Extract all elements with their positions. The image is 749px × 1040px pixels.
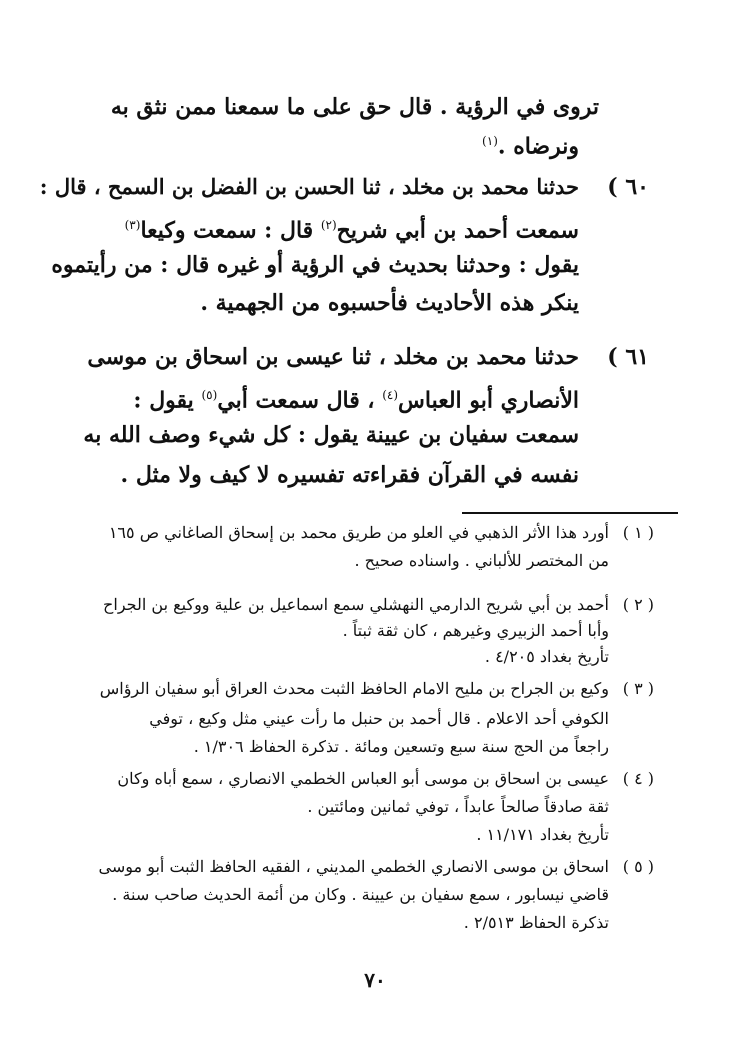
footnote-4-line-1: عيسى بن اسحاق بن موسى أبو العباس الخطمي الانصاري ، سمع أباه وكان bbox=[117, 769, 609, 788]
entry-61-narrator: الأنصاري أبو العباس bbox=[398, 387, 579, 414]
entry-61-says: يقول : bbox=[133, 387, 194, 414]
entry-60-narrator: سمعت أحمد بن أبي شريح bbox=[336, 217, 579, 244]
footnote-number-4: ( ٤ ) bbox=[622, 769, 654, 788]
footnote-number-2: ( ٢ ) bbox=[622, 595, 654, 614]
footnote-number-3: ( ٣ ) bbox=[622, 679, 654, 698]
footnote-number-1: ( ١ ) bbox=[622, 523, 654, 542]
footnote-5-line-2: قاضي نيسابور ، سمع سفيان بن عيينة . وكان من أئمة الحديث صاحب سنة . bbox=[112, 885, 609, 904]
footnote-number-5: ( ٥ ) bbox=[622, 857, 654, 876]
entry-60-line-4: ينكر هذه الأحاديث فأحسبوه من الجهمية . bbox=[200, 290, 579, 316]
footnote-1-line-2: من المختصر للألباني . واسناده صحيح . bbox=[354, 551, 609, 570]
entry-61-line-3: سمعت سفيان بن عيينة يقول : كل شيء وصف الله به bbox=[83, 422, 579, 448]
footnote-2-line-3: تأريخ بغداد ٤/٢٠٥ . bbox=[484, 647, 609, 666]
entry-60-said: قال : سمعت وكيعا bbox=[140, 217, 314, 244]
entry-60-line-1: حدثنا محمد بن مخلد ، ثنا الحسن بن الفضل بن السمح ، قال : bbox=[39, 174, 579, 199]
footnote-5-line-3: تذكرة الحفاظ ٢/٥١٣ . bbox=[463, 913, 609, 932]
footnote-1-line-1: أورد هذا الأثر الذهبي في العلو من طريق محمد بن إسحاق الصاغاني ص ١٦٥ bbox=[108, 523, 609, 542]
footnote-3-line-3: راجعاً من الحج سنة سبع وتسعين ومائة . تذكرة الحفاظ ١/٣٠٦ . bbox=[193, 737, 609, 756]
footnote-5-line-1: اسحاق بن موسى الانصاري الخطمي المديني ، الفقيه الحافظ الثبت أبو موسى bbox=[98, 857, 609, 876]
entry-61-line-2 bbox=[133, 380, 579, 415]
entry-number-61: ٦١ ) bbox=[607, 344, 649, 370]
footnote-2-line-1: أحمد بن أبي شريح الدارمي النهشلي سمع اسماعيل بن علية ووكيع بن الجراح bbox=[103, 595, 609, 614]
footnote-ref-3: (٣) bbox=[124, 218, 141, 232]
footnote-2-line-2: وأبا أحمد الزبيري وغيرهم ، كان ثقة ثبتاً . bbox=[342, 621, 609, 640]
page-number: ٧٠ bbox=[364, 968, 386, 992]
entry-60-line-3: يقول : وحدثنا بحديث في الرؤية أو غيره قال : من رأيتموه bbox=[51, 252, 579, 278]
footnote-4-line-2: ثقة صادقاً صالحاً عابداً ، توفي ثمانين ومائتين . bbox=[307, 797, 609, 816]
intro-line-1: تروى في الرؤية . قال حق على ما سمعنا ممن نثق به bbox=[110, 94, 599, 120]
intro-line-2 bbox=[482, 126, 579, 161]
footnote-ref-2: (٢) bbox=[320, 218, 337, 232]
footnote-3-line-1: وكيع بن الجراح بن مليح الامام الحافظ الثبت محدث العراق أبو سفيان الرؤاس bbox=[99, 679, 609, 698]
footnote-4-line-3: تأريخ بغداد ١١/١٧١ . bbox=[476, 825, 609, 844]
footnote-divider bbox=[462, 512, 678, 514]
intro-text: ونرضاه . bbox=[497, 133, 579, 160]
footnote-ref-1: (١) bbox=[482, 134, 498, 148]
entry-61-line-1: حدثنا محمد بن مخلد ، ثنا عيسى بن اسحاق بن موسى bbox=[87, 344, 579, 370]
entry-60-line-2 bbox=[125, 210, 579, 245]
footnote-ref-4: (٤) bbox=[382, 388, 399, 402]
footnote-3-line-2: الكوفي أحد الاعلام . قال أحمد بن حنبل ما رأت عيني مثل وكيع ، توفي bbox=[149, 709, 609, 728]
entry-61-said: ، قال سمعت أبي bbox=[217, 387, 375, 414]
entry-number-60: ٦٠ ) bbox=[607, 174, 649, 200]
entry-61-line-4: نفسه في القرآن فقراءته تفسيره لا كيف ولا مثل . bbox=[120, 462, 579, 488]
footnote-ref-5: (٥) bbox=[201, 388, 218, 402]
